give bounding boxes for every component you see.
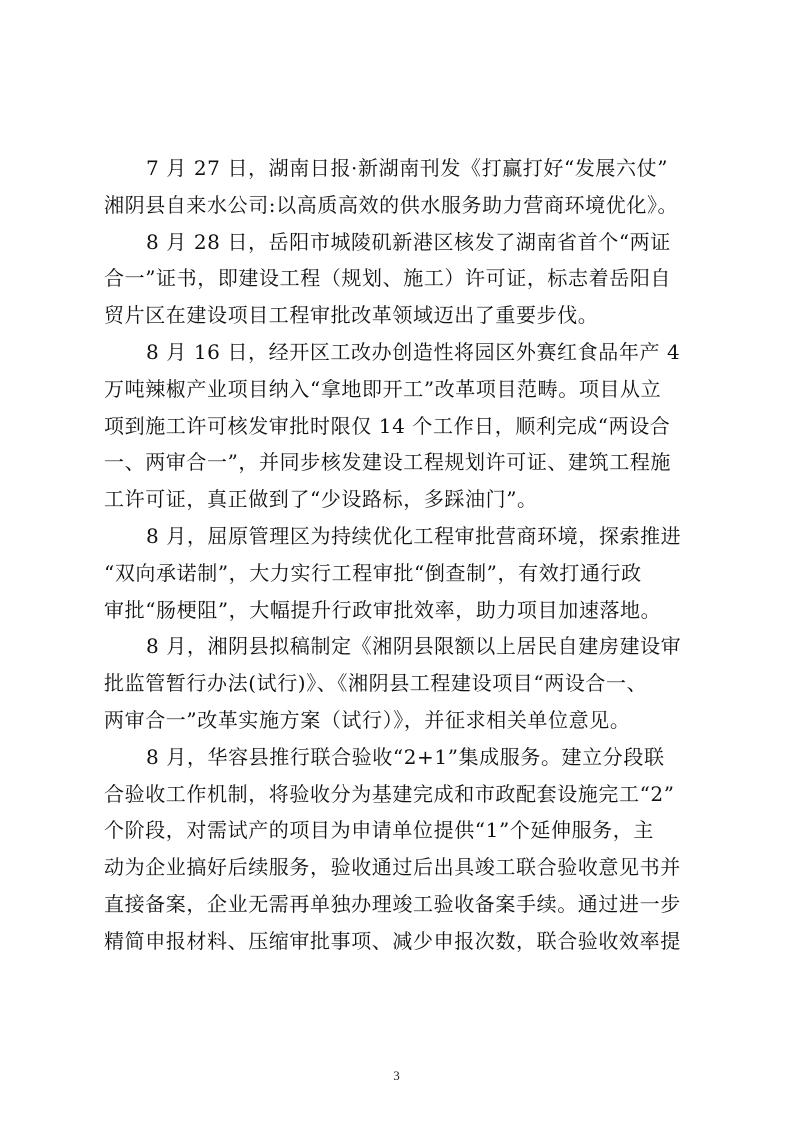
- text-line: 合一”证书，即建设工程（规划、施工）许可证，标志着岳阳自: [104, 266, 672, 291]
- paragraph-newspaper-report: [104, 150, 704, 224]
- text-line: 两审合一”改革实施方案（试行）》，并征求相关单位意见。: [104, 707, 631, 732]
- paragraph-quyuan-district: [104, 518, 704, 628]
- text-line: 合验收工作机制，将验收分为基建完成和市政配套设施完工“2”: [104, 781, 675, 806]
- text-line: 贸片区在建设项目工程审批改革领域迈出了重要步伐。: [104, 303, 599, 328]
- paragraph-huarong-acceptance: [104, 739, 704, 960]
- text-line: 项到施工许可核发审批时限仅 14 个工作日，顺利完成“两设合: [104, 413, 671, 438]
- text-line: 8 月，屈原管理区为持续优化工程审批营商环境，探索推进: [146, 523, 682, 548]
- text-line: 8 月 16 日，经开区工改办创造性将园区外赛红食品年产 4: [146, 339, 681, 364]
- paragraph-xiangyin-drafts: [104, 628, 704, 738]
- body-text: [104, 150, 704, 960]
- text-line: 一、两审合一”，并同步核发建设工程规划许可证、建筑工程施: [104, 450, 672, 475]
- text-line: 7 月 27 日，湖南日报·新湖南刊发《打赢打好“发展六仗”: [146, 156, 669, 180]
- paragraph-start-upon-land: [104, 334, 704, 518]
- text-line: “双向承诺制”，大力实行工程审批“倒查制”，有效打通行政: [104, 560, 642, 585]
- text-line: 个阶段，对需试产的项目为申请单位提供“1”个延伸服务，主: [104, 818, 654, 843]
- text-line: 8 月，湘阴县拟稿制定《湘阴县限额以上居民自建房建设审: [146, 634, 682, 659]
- text-line: 8 月 28 日，岳阳市城陵矶新港区核发了湖南省首个“两证: [146, 229, 671, 254]
- text-line: 湘阴县自来水公司:以高质高效的供水服务助力营商环境优化》。: [104, 192, 679, 217]
- page-number: 3: [393, 1068, 400, 1083]
- text-line: 8 月，华容县推行联合验收“2+1”集成服务。建立分段联: [146, 744, 665, 769]
- text-line: 审批“肠梗阻”，大幅提升行政审批效率，助力项目加速落地。: [104, 597, 662, 622]
- text-line: 精简申报材料、压缩审批事项、减少申报次数，联合验收效率提: [104, 928, 681, 953]
- text-line: 工许可证，真正做到了“少设路标，多踩油门”。: [104, 487, 538, 512]
- text-line: 动为企业搞好后续服务，验收通过后出具竣工联合验收意见书并: [104, 855, 681, 880]
- paragraph-two-certificates: [104, 224, 704, 334]
- text-line: 万吨辣椒产业项目纳入“拿地即开工”改革项目范畴。项目从立: [104, 376, 662, 401]
- text-line: 批监管暂行办法(试行)》、《湘阴县工程建设项目“两设合一、: [104, 671, 648, 696]
- text-line: 直接备案，企业无需再单独办理竣工验收备案手续。通过进一步: [104, 891, 681, 916]
